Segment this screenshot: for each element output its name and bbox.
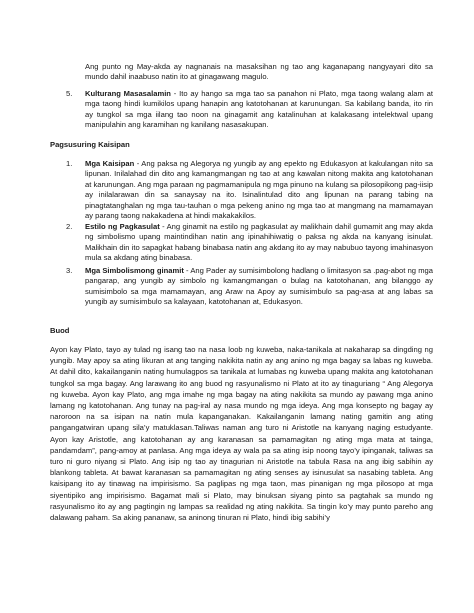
list-number: 5. [66, 89, 73, 98]
intro-paragraph: Ang punto ng May-akda ay nagnanais na masaksihan ng tao ang kaganapang nangyayari dito sa mundo dahil inaabuso natin ito at ginagawang magulo. [85, 62, 433, 82]
list-item-body [85, 159, 433, 221]
buod-paragraph: Ayon kay Plato, tayo ay tulad ng isang tao na nasa loob ng kuweba, naka-tanikala at nakaharap sa dingding ng yungib. May apoy sa ating likuran at ang tanging nakikita natin ay ang anino ng mga bagay sa labas ng kuweba. At dahil dito, kakailanganin nating humulagpos sa tanikala at lumabas ng kuweba upang makita ang katotohanan tungkol sa mga bagay. Ang larawang ito ang buod ng rasyunalismo ni Plato at ito ay tinaguriang “ Ang Alegorya ng kuweba. Ayon kay Plato, ang mga imahe ng mga bagay na ating nakikita sa mundo ay pawang mga anino lamang ng katotohanan. Ang tunay na pag-iral ay nasa mundo ng mga ideya. Ang mga konsepto ng bagay ay naroroon na sa isipan na natin mula kapanganakan. Kakailanganin lamang nating gamitin ang ating pangangatwiran upang sila’y matuklasan.Taliwas naman ang turo ni Aristotle na kanyang naging estudyante. Ayon kay Aristotle, ang katotohanan ay ang karanasan sa pamamagitan ng ating mga mata at tainga, pandamdam”, pang-amoy at panlasa. Ang mga ideya ay wala pa sa ating isip noong tayo’y ipinganak, taliwas sa turo ni guro niyang si Plato. Ang isip ng tao ay tinagurian ni Aristotle na tabula Rasa na ang ibig sabihin ay blankong tableta. At bawat karanasan sa pamamagitan ng ating senses ay isinusulat sa nasabing tableta. Ang kaisipang ito ay tinawag na impirisismo. Sa paglipas ng mga taon, mas pinanigan ng mga pilosopo at mga siyentipiko ang impirisismo. Bagamat mali si Plato, may binuksan siyang pinto sa pagtahak sa mundo ng rasyunalismo ito ay ang pagtingin ng lampas sa realidad ng ating nakikita. Sa tingin ko’y may punto pareho ang dalawang paham. Sa aking pananaw, sa aninong tinuran ni Plato, hindi ibig sabihi’y [50, 345, 433, 523]
list-item-text: - Ang ginamit na estilo ng pagkasulat ay malikhain dahil gumamit ang may akda ng simbolismo upang maintindihan natin ang ipinahihiwatig o paksa ng akda na kanyang isinulat. Malikhain din ito sapagkat habang binabasa natin ang akdang ito ay may nabubuo tayong imahinasyon mula sa akdang ating binabasa. [85, 222, 433, 263]
list-item-text: - Ang paksa ng Alegorya ng yungib ay ang epekto ng Edukasyon at kakulangan nito sa lipunan. Inilalahad din dito ang kamangmangan ng tao at ang kawalan nitong makita ang katotohanan at karunungan. Ang mga paraan ng pagmamanipula ng mga pinuno na kulang sa pilosopikong pag-iisip ay inilalarawan din sa sanaysay na ito. Isinalintulad dito ang lipunan na parang tabing na pinagtatanghalan ng mga tau-tauhan o mga pekeng anino ng mga tao at mangmang na mamamayan ay parang taong nakakadena at hindi makakakilos. [85, 159, 433, 221]
list-number: 1. [66, 159, 73, 168]
list-item-body [85, 222, 433, 264]
list-item-term: Mga Kaisipan [85, 159, 135, 168]
list-number: 2. [66, 222, 73, 231]
list-item-text: - Ito ay hango sa mga tao sa panahon ni Plato, mga taong walang alam at mga taong hindi kumikilos upang hanapin ang katotohanan at karunungan. Sa kabilang banda, ito rin ay tungkol sa mga iilang tao noon na ginagamit ang katalinuhan at kalakasang intelektwal upang manipulahin ang karamihan ng kanilang nasasakupan. [85, 89, 433, 130]
list-item-term: Kulturang Masasalamin [85, 89, 171, 98]
list-item-body [85, 266, 433, 308]
section-heading-buod: Buod [50, 326, 70, 335]
list-number: 3. [66, 266, 73, 275]
list-item-term: Estilo ng Pagkasulat [85, 222, 160, 231]
list-item-body [85, 89, 433, 131]
list-item-text: - Ang Pader ay sumisimbolong hadlang o limitasyon sa .pag-abot ng mga pangarap, ang yungib ay simbolo ng kamangmangan o bulag na katotohanan, ang bilanggo ay sumisimbolo sa mga mamamayan, ang Araw na Apoy ay sumisimbulo sa pag-asa at ang labas sa yungib ay sumisimbulo sa kalayaan, katotohanan at, Edukasyon. [85, 266, 433, 307]
section-heading-pagsusuring-kaisipan: Pagsusuring Kaisipan [50, 140, 130, 149]
list-item-term: Mga Simbolismong ginamit [85, 266, 184, 275]
